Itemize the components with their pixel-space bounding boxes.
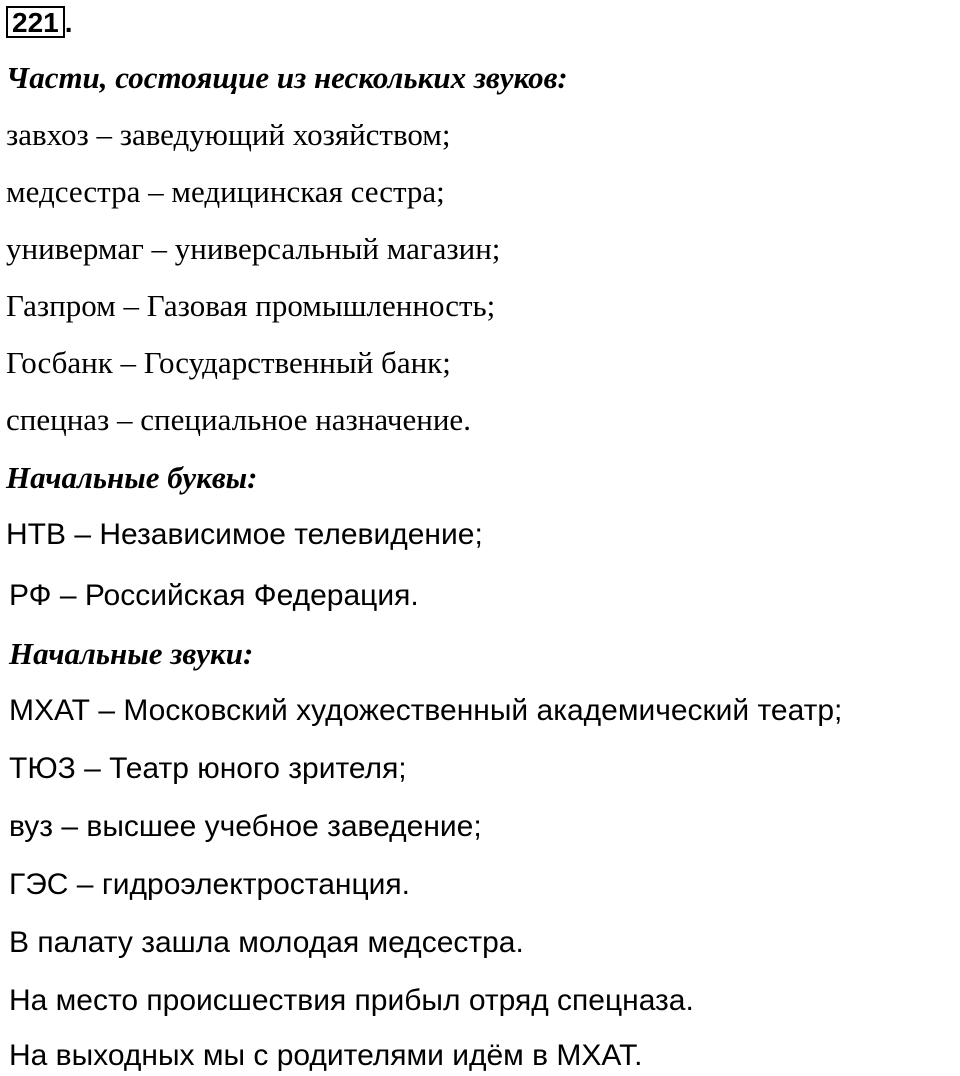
list-item: РФ – Российская Федерация.	[9, 579, 419, 612]
section-heading-initial-sounds: Начальные звуки:	[9, 636, 254, 671]
section-heading-multiple-sounds: Части, состоящие из нескольких звуков:	[6, 60, 568, 95]
section-heading-initial-letters: Начальные буквы:	[6, 460, 258, 495]
list-item: МХАТ – Московский художественный академический театр;	[9, 694, 843, 727]
list-item: универмаг – универсальный магазин;	[6, 231, 501, 266]
example-sentence: В палату зашла молодая медсестра.	[9, 926, 524, 959]
list-item: вуз – высшее учебное заведение;	[9, 810, 482, 843]
task-number-box: 221	[6, 6, 65, 38]
example-sentence: На место происшествия прибыл отряд спецназа.	[9, 984, 694, 1017]
task-number-dot: .	[64, 7, 73, 38]
list-item: медсестра – медицинская сестра;	[6, 174, 445, 209]
list-item: Госбанк – Государственный банк;	[6, 345, 451, 380]
list-item: Газпром – Газовая промышленность;	[6, 288, 496, 323]
example-sentence: На выходных мы с родителями идём в МХАТ.	[9, 1039, 643, 1072]
list-item: ГЭС – гидроэлектростанция.	[9, 868, 410, 901]
list-item: ТЮЗ – Театр юного зрителя;	[9, 752, 407, 785]
list-item: завхоз – заведующий хозяйством;	[6, 117, 451, 152]
task-number	[6, 6, 73, 38]
list-item: НТВ – Независимое телевидение;	[6, 518, 483, 551]
list-item: спецназ – специальное назначение.	[6, 402, 471, 437]
